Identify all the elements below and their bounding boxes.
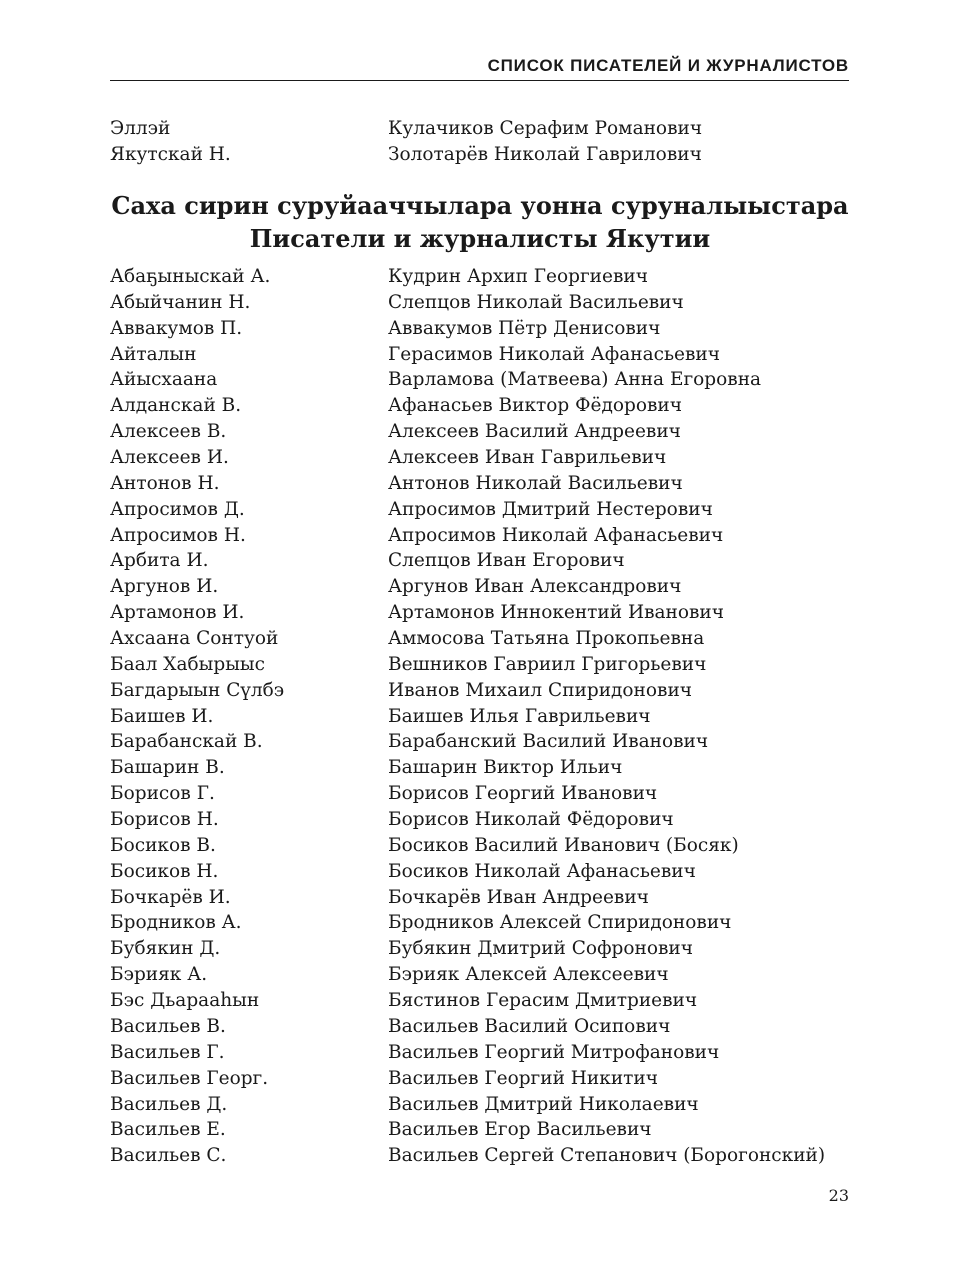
pseudonym: Борисов Г. (110, 783, 215, 805)
list-item (110, 936, 850, 962)
pseudonym: Эллэй (110, 118, 171, 139)
real-name: Вешников Гавриил Григорьевич (388, 653, 707, 675)
real-name: Аммосова Татьяна Прокопьевна (388, 628, 705, 650)
pseudonym: Босиков В. (110, 834, 216, 856)
real-name: Слепцов Иван Егорович (388, 550, 625, 572)
real-name: Бродников Алексей Спиридонович (388, 912, 732, 934)
pseudonym: Башарин В. (110, 757, 225, 779)
real-name: Бэрияк Алексей Алексеевич (388, 964, 669, 986)
real-name: Васильев Василий Осипович (388, 1015, 671, 1037)
real-name: Антонов Николай Васильевич (388, 472, 683, 494)
pseudonym: Айталын (110, 343, 197, 365)
list-item (110, 1143, 850, 1169)
real-name: Аввакумов Пётр Денисович (388, 317, 661, 339)
list-item (110, 497, 850, 523)
list-item (110, 116, 850, 142)
pseudonym: Аввакумов П. (110, 317, 243, 339)
pseudonym: Арбита И. (110, 550, 209, 572)
real-name: Васильев Сергей Степанович (Борогонский) (388, 1145, 826, 1167)
list-item (110, 600, 850, 626)
pseudonym: Бочкарёв И. (110, 886, 231, 908)
real-name: Афанасьев Виктор Фёдорович (388, 395, 682, 417)
list-item (110, 859, 850, 885)
real-name: Аргунов Иван Александрович (388, 576, 682, 598)
pseudonym: Алексеев И. (110, 447, 229, 469)
real-name: Алексеев Иван Гаврильевич (388, 447, 667, 469)
pseudonym: Ахсаана Сонтуой (110, 628, 279, 650)
real-name: Барабанский Василий Иванович (388, 731, 709, 753)
list-item (110, 988, 850, 1014)
section-title-russian: Писатели и журналисты Якутии (249, 224, 711, 253)
list-item (110, 833, 850, 859)
pseudonym: Алексеев В. (110, 421, 227, 443)
pseudonym: Васильев Д. (110, 1093, 228, 1115)
real-name: Варламова (Матвеева) Анна Егоровна (388, 369, 762, 391)
list-item (110, 548, 850, 574)
list-item (110, 1117, 850, 1143)
pseudonym: Антонов Н. (110, 472, 220, 494)
pseudonym: Багдарыын Сүлбэ (110, 679, 285, 701)
pseudonym: Алданскай В. (110, 395, 242, 417)
running-title: СПИСОК ПИСАТЕЛЕЙ И ЖУРНАЛИСТОВ (487, 56, 849, 75)
pseudonym: Васильев С. (110, 1145, 227, 1167)
list-item (110, 910, 850, 936)
real-name: Герасимов Николай Афанасьевич (388, 343, 720, 365)
list-item (110, 523, 850, 549)
page-number: 23 (828, 1186, 849, 1205)
real-name: Босиков Василий Иванович (Босяк) (388, 834, 739, 856)
list-item (110, 342, 850, 368)
real-name: Золотарёв Николай Гаврилович (388, 144, 702, 165)
pseudonym: Абаҕыныскай А. (110, 266, 271, 287)
list-item (110, 471, 850, 497)
pseudonym: Бэрияк А. (110, 964, 208, 986)
pseudonym: Бубякин Д. (110, 938, 221, 960)
pseudonym: Васильев Г. (110, 1041, 225, 1063)
list-item (110, 652, 850, 678)
pseudonym: Апросимов Н. (110, 524, 246, 546)
real-name: Васильев Дмитрий Николаевич (388, 1093, 699, 1115)
list-item (110, 807, 850, 833)
real-name: Бястинов Герасим Дмитриевич (388, 990, 698, 1012)
pseudonym: Босиков Н. (110, 860, 219, 882)
list-item (110, 419, 850, 445)
real-name: Алексеев Василий Андреевич (388, 421, 681, 443)
pseudonym: Васильев Георг. (110, 1067, 269, 1089)
intro-list (110, 116, 850, 168)
pseudonym: Бэс Дьарааһын (110, 990, 260, 1012)
real-name: Кулачиков Серафим Романович (388, 118, 703, 139)
pseudonym: Якутскай Н. (110, 144, 231, 165)
real-name: Бубякин Дмитрий Софронович (388, 938, 693, 960)
real-name: Иванов Михаил Спиридонович (388, 679, 693, 701)
real-name: Апросимов Николай Афанасьевич (388, 524, 724, 546)
list-item (110, 1092, 850, 1118)
list-item (110, 142, 850, 168)
list-item (110, 264, 850, 290)
list-item (110, 704, 850, 730)
real-name: Васильев Георгий Митрофанович (388, 1041, 720, 1063)
pseudonym: Васильев В. (110, 1015, 226, 1037)
real-name: Борисов Николай Фёдорович (388, 809, 674, 831)
list-item (110, 678, 850, 704)
list-item (110, 1040, 850, 1066)
list-item (110, 1066, 850, 1092)
list-item (110, 316, 850, 342)
pseudonym: Артамонов И. (110, 602, 245, 624)
real-name: Васильев Егор Васильевич (388, 1119, 652, 1141)
list-item (110, 445, 850, 471)
pseudonym: Барабанскай В. (110, 731, 263, 753)
real-name: Слепцов Николай Васильевич (388, 291, 684, 313)
pseudonym: Аргунов И. (110, 576, 219, 598)
real-name: Артамонов Иннокентий Иванович (388, 602, 724, 624)
real-name: Баишев Илья Гаврильевич (388, 705, 651, 727)
list-item (110, 626, 850, 652)
list-item (110, 393, 850, 419)
list-item (110, 367, 850, 393)
section-title-sakha: Саха сирин суруйааччылара уонна суруналыыстара (111, 191, 849, 220)
real-name: Апросимов Дмитрий Нестерович (388, 498, 713, 520)
pseudonym: Апросимов Д. (110, 498, 245, 520)
pseudonym: Баал Хабырыыс (110, 653, 266, 675)
list-item (110, 885, 850, 911)
list-item (110, 755, 850, 781)
pseudonym: Бродников А. (110, 912, 242, 934)
real-name: Борисов Георгий Иванович (388, 783, 658, 805)
pseudonym: Баишев И. (110, 705, 214, 727)
list-item (110, 290, 850, 316)
list-item (110, 1014, 850, 1040)
real-name: Васильев Георгий Никитич (388, 1067, 658, 1089)
pseudonym: Васильев Е. (110, 1119, 226, 1141)
list-item (110, 574, 850, 600)
list-item (110, 962, 850, 988)
pseudonym: Айысхаана (110, 369, 218, 391)
real-name: Бочкарёв Иван Андреевич (388, 886, 649, 908)
real-name: Башарин Виктор Ильич (388, 757, 623, 779)
real-name: Босиков Николай Афанасьевич (388, 860, 696, 882)
list-item (110, 781, 850, 807)
pseudonym: Борисов Н. (110, 809, 219, 831)
real-name: Кудрин Архип Георгиевич (388, 266, 648, 287)
running-header (110, 56, 849, 81)
pseudonym: Абыйчанин Н. (110, 291, 251, 313)
list-item (110, 729, 850, 755)
writers-list (110, 264, 850, 1169)
